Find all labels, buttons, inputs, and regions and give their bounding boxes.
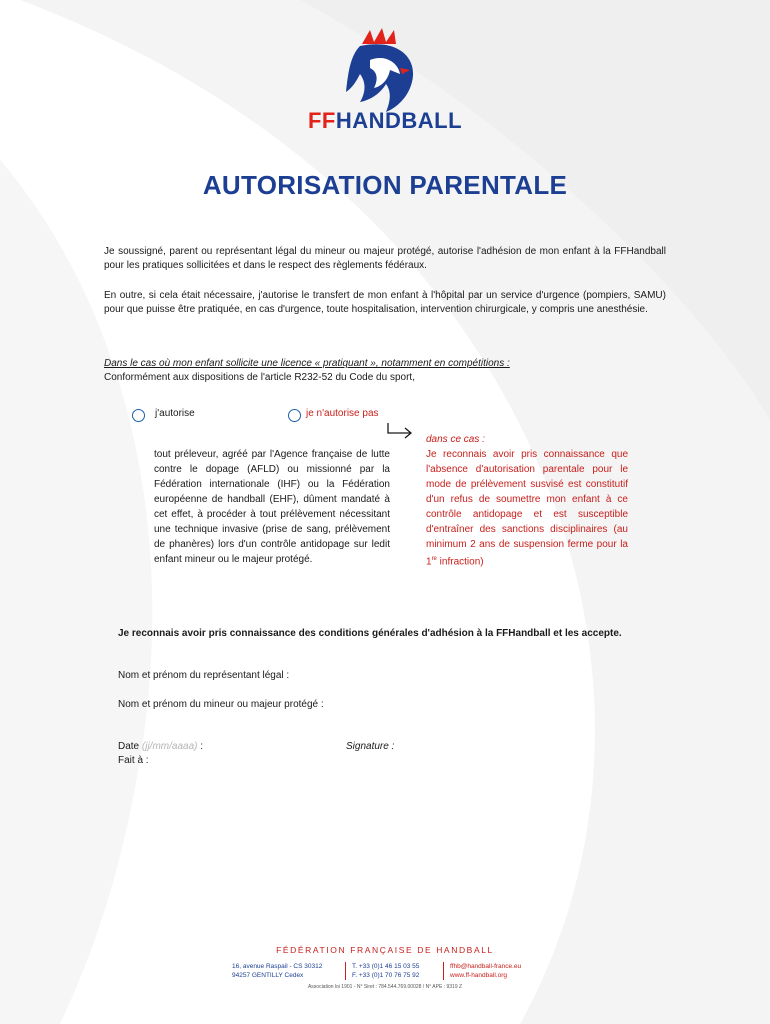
not-authorize-radio[interactable] [288, 409, 301, 422]
hospital-transfer-paragraph: En outre, si cela était nécessaire, j'autorise le transfert de mon enfant à l'hôpital par un service d'urgence (pompiers, SAMU) pour que puisse être pratiquée, en cas d'urgence, toute hospitalisation, intervention chirurgicale, y compris une anesthésie. [104, 290, 666, 315]
legal-representant-name-field[interactable]: Nom et prénom du représentant légal : [118, 670, 290, 681]
footer-federation-name: FÉDÉRATION FRANÇAISE DE HANDBALL [276, 945, 494, 955]
date-placeholder: (jj/mm/aaaa) [141, 741, 198, 752]
not-authorize-label: je n'autorise pas [306, 408, 379, 419]
footer-legal-info: Association loi 1901 - N° Siret : 784.544.769.00028 / N° APE : 9319 Z [307, 984, 463, 990]
signature-field[interactable]: Signature : [346, 741, 395, 752]
arrow-right-icon [386, 422, 416, 440]
consent-paragraph: Je soussigné, parent ou représentant légal du mineur ou majeur protégé, autorise l'adhésion de mon enfant à la FFHandball pour les pratiques sollicitées et dans le respect des règlements fédéraux. [104, 246, 666, 271]
authorize-label: j'autorise [155, 408, 195, 419]
footer-contact [450, 962, 550, 980]
antidoping-authorization-text: tout préleveur, agréé par l'Agence française de lutte contre le dopage (AFLD) ou missionné par la Fédération internationale (IHF) ou la Fédération européenne de handball (EHF), dûment mandaté à cet effet, à procéder à tout prélèvement nécessitant une technique invasive (prise de sang, prélèvement de phanères) lors d'un contrôle antidopage sur ledit enfant mineur ou le majeur protégé. [154, 449, 390, 565]
footer-divider [443, 962, 444, 980]
refusal-consequence-text: dans ce cas : Je reconnais avoir pris connaissance que l'absence d'autorisation parentale pour le mode de prélèvement susvisé est constitutif d'un refus de soumettre mon enfant à ce contrôle antidopage et est susceptible d'entraîner des sanctions disciplinaires (au minimum 2 ans de suspension ferme pour la 1re infraction) [426, 434, 628, 568]
brand-wordmark: FFHANDBALL [307, 108, 463, 133]
authorize-radio[interactable] [132, 409, 145, 422]
footer-divider [345, 962, 346, 980]
document-title: AUTORISATION PARENTALE [202, 170, 568, 200]
licence-condition-heading: Dans le cas où mon enfant sollicite une licence « pratiquant », notamment en compétitions : [104, 358, 510, 369]
footer-web-link[interactable]: www.ff-handball.org [450, 972, 507, 979]
acceptance-statement: Je reconnais avoir pris connaissance des conditions générales d'adhésion à la FFHandball et les accepte. [118, 628, 622, 639]
minor-name-field[interactable]: Nom et prénom du mineur ou majeur protégé : [118, 699, 324, 710]
footer-address: 16, avenue Raspail - CS 30312 94257 GENTILLY Cedex [232, 963, 323, 979]
footer-email-link[interactable]: ffhb@handball-france.eu [450, 963, 522, 970]
date-field[interactable]: Date (jj/mm/aaaa) : [118, 741, 204, 752]
footer-phone: T. +33 (0)1 46 15 03 55 F. +33 (0)1 70 76 75 92 [352, 963, 420, 979]
dans-ce-cas-label: dans ce cas : [426, 434, 485, 445]
code-du-sport-reference: Conformément aux dispositions de l'article R232-52 du Code du sport, [104, 372, 415, 383]
made-at-field[interactable]: Fait à : [118, 755, 149, 766]
